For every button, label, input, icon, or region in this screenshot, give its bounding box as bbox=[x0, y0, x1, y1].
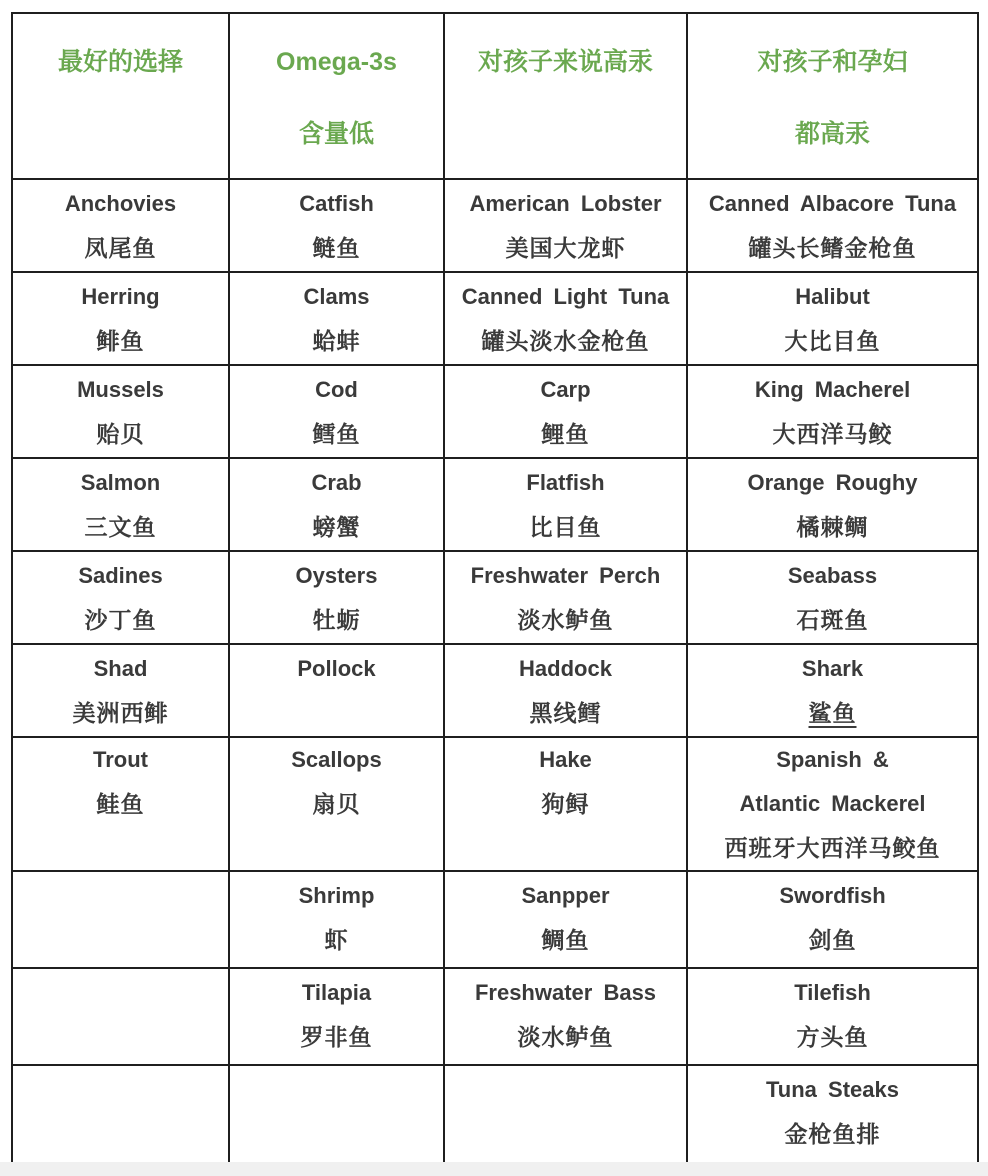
fish-name-zh: 大比目鱼 bbox=[784, 328, 881, 354]
fish-cell bbox=[229, 737, 444, 871]
fish-name-zh: 三文鱼 bbox=[84, 514, 157, 540]
table-header bbox=[12, 13, 978, 179]
fish-cell bbox=[687, 1065, 978, 1163]
fish-name-zh: 贻贝 bbox=[96, 421, 145, 447]
fish-cell bbox=[444, 179, 687, 272]
fish-cell bbox=[12, 737, 229, 871]
fish-name-zh: 鳕鱼 bbox=[312, 421, 361, 447]
fish-name-zh: 橘棘鲷 bbox=[796, 514, 869, 540]
fish-cell bbox=[12, 179, 229, 272]
fish-name-en: American Lobster bbox=[469, 191, 662, 216]
fish-cell bbox=[444, 968, 687, 1065]
fish-name-en: Catfish bbox=[299, 191, 374, 216]
fish-name-en: Carp bbox=[540, 377, 591, 402]
fish-name-en: Pollock bbox=[297, 656, 376, 681]
fish-cell bbox=[444, 365, 687, 458]
fish-name-en: Clams bbox=[303, 284, 370, 309]
fish-name-en: Salmon bbox=[80, 470, 161, 495]
fish-name-zh: 扇贝 bbox=[312, 791, 361, 817]
fish-cell bbox=[12, 968, 229, 1065]
header-cell-col3 bbox=[444, 13, 687, 179]
fish-name-en: Crab bbox=[311, 470, 362, 495]
fish-cell bbox=[687, 871, 978, 968]
fish-name-en: Mussels bbox=[77, 377, 164, 402]
fish-name-zh: 比目鱼 bbox=[529, 514, 602, 540]
table-row bbox=[12, 871, 978, 968]
fish-cell bbox=[12, 551, 229, 644]
fish-name-zh: 鲱鱼 bbox=[96, 328, 145, 354]
fish-cell bbox=[444, 871, 687, 968]
fish-name-zh: 牡蛎 bbox=[312, 607, 361, 633]
header-cell-col2 bbox=[229, 13, 444, 179]
fish-cell bbox=[687, 458, 978, 551]
fish-cell bbox=[444, 272, 687, 365]
fish-name-zh: 淡水鲈鱼 bbox=[517, 607, 614, 633]
fish-cell bbox=[229, 871, 444, 968]
fish-cell bbox=[687, 737, 978, 871]
fish-cell bbox=[12, 871, 229, 968]
table-row bbox=[12, 365, 978, 458]
header-line: Omega-3s bbox=[276, 48, 397, 76]
fish-name-zh: 狗鲟 bbox=[541, 791, 590, 817]
table-row bbox=[12, 644, 978, 737]
fish-cell bbox=[229, 551, 444, 644]
fish-cell bbox=[444, 644, 687, 737]
fish-name-en: Freshwater Bass bbox=[474, 980, 657, 1005]
fish-name-zh: 罐头淡水金枪鱼 bbox=[481, 328, 650, 354]
fish-cell bbox=[229, 968, 444, 1065]
fish-cell bbox=[12, 458, 229, 551]
fish-name-en: Sadines bbox=[78, 563, 163, 588]
fish-name-zh: 淡水鲈鱼 bbox=[517, 1024, 614, 1050]
page-bottom-strip bbox=[0, 1162, 988, 1176]
fish-name-en: Shark bbox=[801, 656, 864, 681]
fish-cell bbox=[229, 365, 444, 458]
fish-name-en: Freshwater Perch bbox=[470, 563, 661, 588]
fish-name-zh: 罐头长鳍金枪鱼 bbox=[748, 235, 917, 261]
fish-name-en: Tuna Steaks bbox=[766, 1077, 899, 1102]
fish-name-zh: 鲤鱼 bbox=[541, 421, 590, 447]
fish-name-en: Trout bbox=[93, 747, 148, 772]
fish-name-en: Tilapia bbox=[301, 980, 372, 1005]
fish-cell bbox=[229, 458, 444, 551]
table-body bbox=[12, 179, 978, 1163]
fish-name-en: Cod bbox=[315, 377, 358, 402]
fish-name-zh: 鲢鱼 bbox=[312, 235, 361, 261]
header-line: 都高汞 bbox=[794, 120, 870, 148]
fish-name-zh: 罗非鱼 bbox=[300, 1024, 373, 1050]
table-row bbox=[12, 1065, 978, 1163]
fish-name-zh: 沙丁鱼 bbox=[84, 607, 157, 633]
fish-cell bbox=[444, 1065, 687, 1163]
table-row bbox=[12, 551, 978, 644]
table-row bbox=[12, 272, 978, 365]
fish-name-en: Anchovies bbox=[64, 191, 177, 216]
fish-name-zh: 美国大龙虾 bbox=[505, 235, 626, 261]
header-line: 含量低 bbox=[298, 120, 374, 148]
header-line: 对孩子和孕妇 bbox=[757, 48, 908, 76]
header-cell-col1 bbox=[12, 13, 229, 179]
header-cell-col4 bbox=[687, 13, 978, 179]
fish-name-en: Shad bbox=[93, 656, 148, 681]
fish-cell bbox=[444, 458, 687, 551]
fish-cell bbox=[229, 179, 444, 272]
table-row bbox=[12, 179, 978, 272]
fish-cell bbox=[687, 551, 978, 644]
fish-name-en: Seabass bbox=[787, 563, 878, 588]
fish-name-zh: 大西洋马鲛 bbox=[772, 421, 893, 447]
fish-name-zh: 美洲西鲱 bbox=[72, 700, 169, 726]
fish-name-en: Oysters bbox=[295, 563, 378, 588]
table-row bbox=[12, 968, 978, 1065]
fish-cell bbox=[229, 272, 444, 365]
fish-name-zh: 鲷鱼 bbox=[541, 927, 590, 953]
fish-cell bbox=[12, 1065, 229, 1163]
fish-name-zh: 螃蟹 bbox=[312, 514, 361, 540]
fish-name-zh: 黑线鳕 bbox=[529, 700, 602, 726]
fish-cell bbox=[687, 968, 978, 1065]
fish-name-zh: 方头鱼 bbox=[796, 1024, 869, 1050]
fish-cell bbox=[444, 737, 687, 871]
fish-name-en: Scallops bbox=[291, 747, 382, 772]
fish-name-en: King Macherel bbox=[754, 377, 911, 402]
fish-name-zh: 蛤蚌 bbox=[312, 328, 361, 354]
fish-name-en: Hake bbox=[539, 747, 592, 772]
fish-name-en: Spanish & bbox=[776, 747, 889, 772]
fish-cell bbox=[12, 644, 229, 737]
fish-name-en: Herring bbox=[81, 284, 160, 309]
fish-name-en: Flatfish bbox=[526, 470, 605, 495]
fish-name-zh: 金枪鱼排 bbox=[784, 1121, 881, 1147]
fish-name-en: Canned Light Tuna bbox=[461, 284, 670, 309]
table-row bbox=[12, 737, 978, 871]
fish-cell bbox=[12, 272, 229, 365]
fish-name-en: Shrimp bbox=[298, 883, 375, 908]
fish-cell bbox=[12, 365, 229, 458]
fish-cell bbox=[687, 644, 978, 737]
fish-name-zh: 鲨鱼 bbox=[808, 700, 857, 726]
header-row bbox=[12, 13, 978, 179]
fish-cell bbox=[444, 551, 687, 644]
fish-name-zh: 石斑鱼 bbox=[796, 607, 869, 633]
fish-name-zh: 剑鱼 bbox=[808, 927, 857, 953]
fish-name-zh: 凤尾鱼 bbox=[84, 235, 157, 261]
fish-cell bbox=[687, 272, 978, 365]
fish-name-zh: 西班牙大西洋马鲛鱼 bbox=[724, 835, 941, 861]
fish-name-en: Sanpper bbox=[521, 883, 610, 908]
fish-cell bbox=[687, 179, 978, 272]
header-line: 最好的选择 bbox=[57, 48, 183, 76]
fish-name-en: Atlantic Mackerel bbox=[739, 791, 926, 816]
fish-name-zh: 鲑鱼 bbox=[96, 791, 145, 817]
fish-name-en: Halibut bbox=[795, 284, 870, 309]
fish-name-en: Swordfish bbox=[779, 883, 886, 908]
fish-cell bbox=[687, 365, 978, 458]
header-line: 对孩子来说高汞 bbox=[477, 48, 653, 76]
fish-name-en: Tilefish bbox=[794, 980, 871, 1005]
fish-cell bbox=[229, 1065, 444, 1163]
fish-mercury-table bbox=[11, 12, 979, 1164]
fish-name-zh: 虾 bbox=[324, 927, 349, 953]
fish-name-en: Canned Albacore Tuna bbox=[708, 191, 957, 216]
table-row bbox=[12, 458, 978, 551]
fish-name-en: Orange Roughy bbox=[747, 470, 918, 495]
fish-cell bbox=[229, 644, 444, 737]
fish-name-en: Haddock bbox=[519, 656, 612, 681]
